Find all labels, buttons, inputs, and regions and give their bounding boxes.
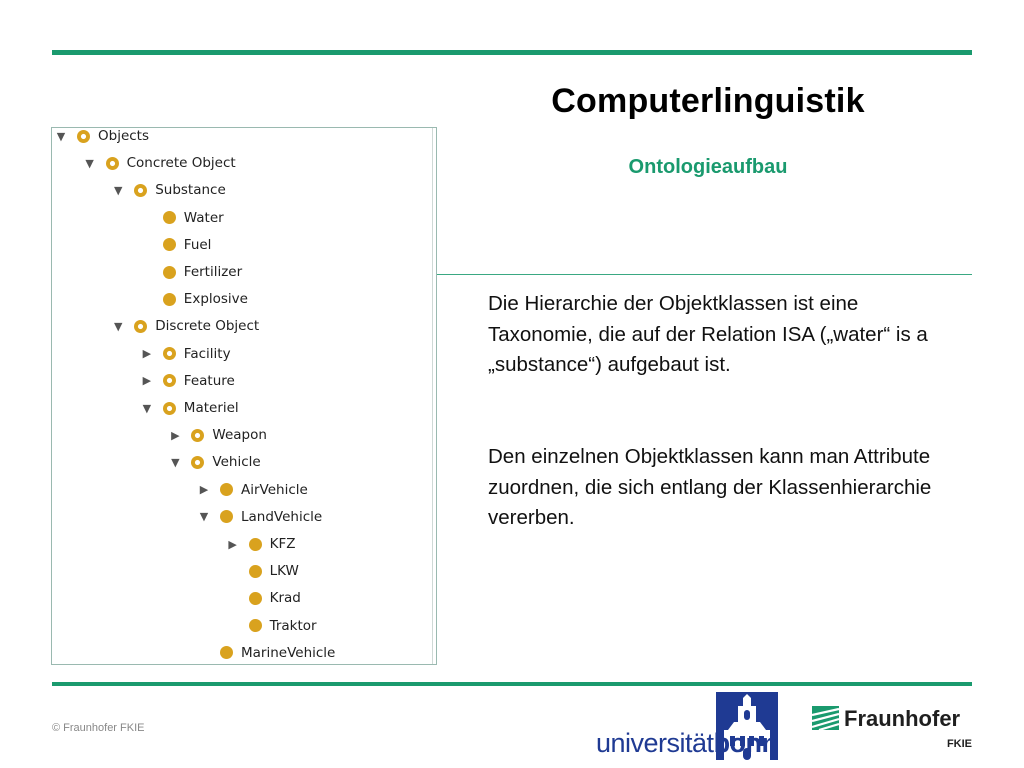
tree-node-label: KFZ xyxy=(269,536,296,552)
tree-node-label: Substance xyxy=(155,182,226,199)
fraunhofer-mark-icon xyxy=(812,706,839,730)
leaf-node-icon xyxy=(249,538,262,551)
tree-node[interactable] xyxy=(197,642,335,664)
top-divider xyxy=(52,50,972,55)
class-node-icon xyxy=(163,347,176,360)
tree-node-label: Vehicle xyxy=(212,454,261,471)
fraunhofer-name: Fraunhofer xyxy=(844,706,961,731)
section-divider xyxy=(437,274,972,275)
tree-node-label: Facility xyxy=(183,345,231,362)
tree-node[interactable] xyxy=(197,479,308,501)
class-node-icon xyxy=(134,320,147,333)
class-node-icon xyxy=(163,374,176,387)
tree-node-label: MarineVehicle xyxy=(241,644,336,661)
bottom-divider xyxy=(52,682,972,686)
tree-node[interactable] xyxy=(168,451,260,473)
leaf-node-icon xyxy=(220,510,233,523)
tree-node[interactable] xyxy=(111,315,259,337)
tree-node[interactable] xyxy=(83,152,236,174)
class-node-icon xyxy=(191,429,204,442)
tree-node-label: Concrete Object xyxy=(126,155,236,172)
leaf-node-icon xyxy=(163,293,176,306)
collapsed-arrow-icon[interactable]: ▶ xyxy=(228,537,237,551)
ontology-tree xyxy=(51,127,437,665)
university-prefix: universität xyxy=(596,728,714,758)
tree-node-label: Water xyxy=(183,209,224,226)
tree-node-label: AirVehicle xyxy=(241,481,308,498)
tree-node-label: LandVehicle xyxy=(241,508,323,525)
collapsed-arrow-icon[interactable]: ▶ xyxy=(199,483,209,497)
tree-node-label: Fertilizer xyxy=(183,264,243,280)
fraunhofer-logo xyxy=(812,706,974,756)
expanded-arrow-icon[interactable]: ▼ xyxy=(85,156,94,170)
tree-node[interactable] xyxy=(140,370,235,392)
tree-node-label: LKW xyxy=(269,563,299,580)
tree-node[interactable] xyxy=(140,207,224,229)
attributes-paragraph: Den einzelnen Objektklassen kann man Attribute zuordnen, die sich entlang der Klassenhierarchie vererben. xyxy=(488,445,932,529)
leaf-node-icon xyxy=(163,238,176,251)
tree-node[interactable] xyxy=(140,234,212,256)
expanded-arrow-icon[interactable]: ▼ xyxy=(199,510,209,524)
tree-node-label: Traktor xyxy=(269,617,317,634)
slide-subtitle: Ontologieaufbau xyxy=(628,156,788,178)
tree-node-label: Weapon xyxy=(212,427,267,444)
class-node-icon xyxy=(163,402,176,415)
tree-node[interactable] xyxy=(226,533,296,555)
expanded-arrow-icon[interactable]: ▼ xyxy=(56,129,66,143)
expanded-arrow-icon[interactable]: ▼ xyxy=(171,455,180,469)
class-node-icon xyxy=(106,157,119,170)
expanded-arrow-icon[interactable]: ▼ xyxy=(113,319,123,333)
tree-node-label: Feature xyxy=(183,372,235,389)
tree-node[interactable] xyxy=(168,424,267,446)
tree-node[interactable] xyxy=(111,179,226,201)
leaf-node-icon xyxy=(163,266,176,279)
tree-node-label: Fuel xyxy=(183,236,212,253)
collapsed-arrow-icon[interactable]: ▶ xyxy=(142,347,152,361)
tree-node[interactable] xyxy=(226,615,317,637)
tree-node[interactable] xyxy=(54,125,149,147)
leaf-node-icon xyxy=(249,592,262,605)
leaf-node-icon xyxy=(249,565,262,578)
leaf-node-icon xyxy=(220,646,233,659)
class-node-icon xyxy=(191,456,204,469)
university-bold: bonn xyxy=(713,728,778,758)
expanded-arrow-icon[interactable]: ▼ xyxy=(142,401,152,415)
leaf-node-icon xyxy=(249,619,262,632)
fraunhofer-unit: FKIE xyxy=(946,738,972,750)
collapsed-arrow-icon[interactable]: ▶ xyxy=(171,428,180,442)
class-node-icon xyxy=(77,130,90,143)
tree-node[interactable] xyxy=(140,343,231,365)
tree-node[interactable] xyxy=(140,261,242,283)
tree-node[interactable] xyxy=(140,397,239,419)
tree-node[interactable] xyxy=(140,288,248,310)
expanded-arrow-icon[interactable]: ▼ xyxy=(113,183,123,197)
tree-node[interactable] xyxy=(197,506,322,528)
tree-node-label: Krad xyxy=(269,590,301,607)
university-bonn-logo xyxy=(596,690,786,764)
tree-node-label: Objects xyxy=(98,128,150,144)
slide-title: Computerlinguistik xyxy=(551,82,865,120)
taxonomy-paragraph: Die Hierarchie der Objektklassen ist eine Taxonomie, die auf der Relation ISA („water“ is a „substance“) aufgebaut ist. xyxy=(488,292,928,376)
class-node-icon xyxy=(134,184,147,197)
copyright-notice: © Fraunhofer FKIE xyxy=(52,722,145,734)
tree-node-label: Discrete Object xyxy=(155,318,260,335)
leaf-node-icon xyxy=(220,483,233,496)
tree-node[interactable] xyxy=(226,587,301,609)
tree-node-label: Materiel xyxy=(183,400,239,416)
tree-node[interactable] xyxy=(226,560,299,582)
leaf-node-icon xyxy=(163,211,176,224)
university-wordmark xyxy=(596,728,778,759)
collapsed-arrow-icon[interactable]: ▶ xyxy=(142,374,152,388)
tree-node-label: Explosive xyxy=(183,291,248,308)
